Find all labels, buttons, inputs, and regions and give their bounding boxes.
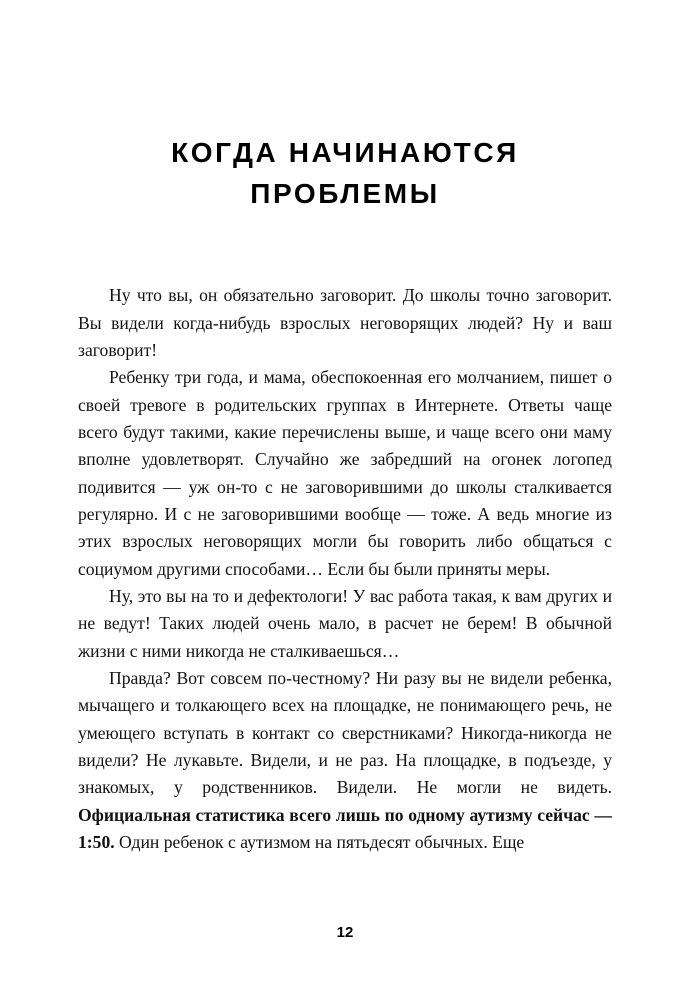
chapter-title-line-2: ПРОБЛЕМЫ (250, 177, 440, 209)
paragraph (78, 665, 612, 856)
paragraph (78, 364, 612, 583)
body-text (78, 282, 612, 856)
chapter-title (78, 0, 612, 214)
paragraph-run: Один ребенок с аутизмом на пятьдесят обычных. Еще (114, 832, 525, 853)
paragraph-run-bold: Официальная статистика всего лишь по одному аутизму сейчас — 1:50. (78, 804, 612, 853)
paragraph (78, 583, 612, 665)
paragraph (78, 282, 612, 364)
paragraph-run: Ну что вы, он обязательно заговорит. До школы точно заговорит. Вы видели когда-нибудь взрослых неговорящих людей? Ну и ваш заговорит! (78, 285, 612, 360)
chapter-title-line-1: КОГДА НАЧИНАЮТСЯ (171, 137, 519, 168)
page-number: 12 (336, 924, 354, 941)
paragraph-run: Ребенку три года, и мама, обеспокоенная его молчанием, пишет о своей тревоге в родительских группах в Интернете. Ответы чаще всего будут такими, какие перечислены выше, и чаще всего они маму вполне удовлетворят. Случайно же забредший на огонек логопед подивится — уж он-то с не заговорившими до школы сталкивается регулярно. И с не заговорившими вообще — тоже. А ведь многие из этих взрослых неговорящих могли бы говорить либо общаться с социумом другими способами… Если бы были приняты меры. (78, 367, 612, 579)
paragraph-run: Правда? Вот совсем по-честному? Ни разу вы не видели ребенка, мычащего и толкающего всех на площадке, не понимающего речь, не умеющего вступать в контакт со сверстниками? Никогда-никогда не видели? Не лукавьте. Видели, и не раз. На площадке, в подъезде, у знакомых, у родственников. Видели. Не могли не видеть. (78, 668, 612, 798)
paragraph-run: Ну, это вы на то и дефектологи! У вас работа такая, к вам других и не ведут! Таких людей очень мало, в расчет не берем! В обычной жизни с ними никогда не сталкиваешься… (78, 585, 612, 661)
